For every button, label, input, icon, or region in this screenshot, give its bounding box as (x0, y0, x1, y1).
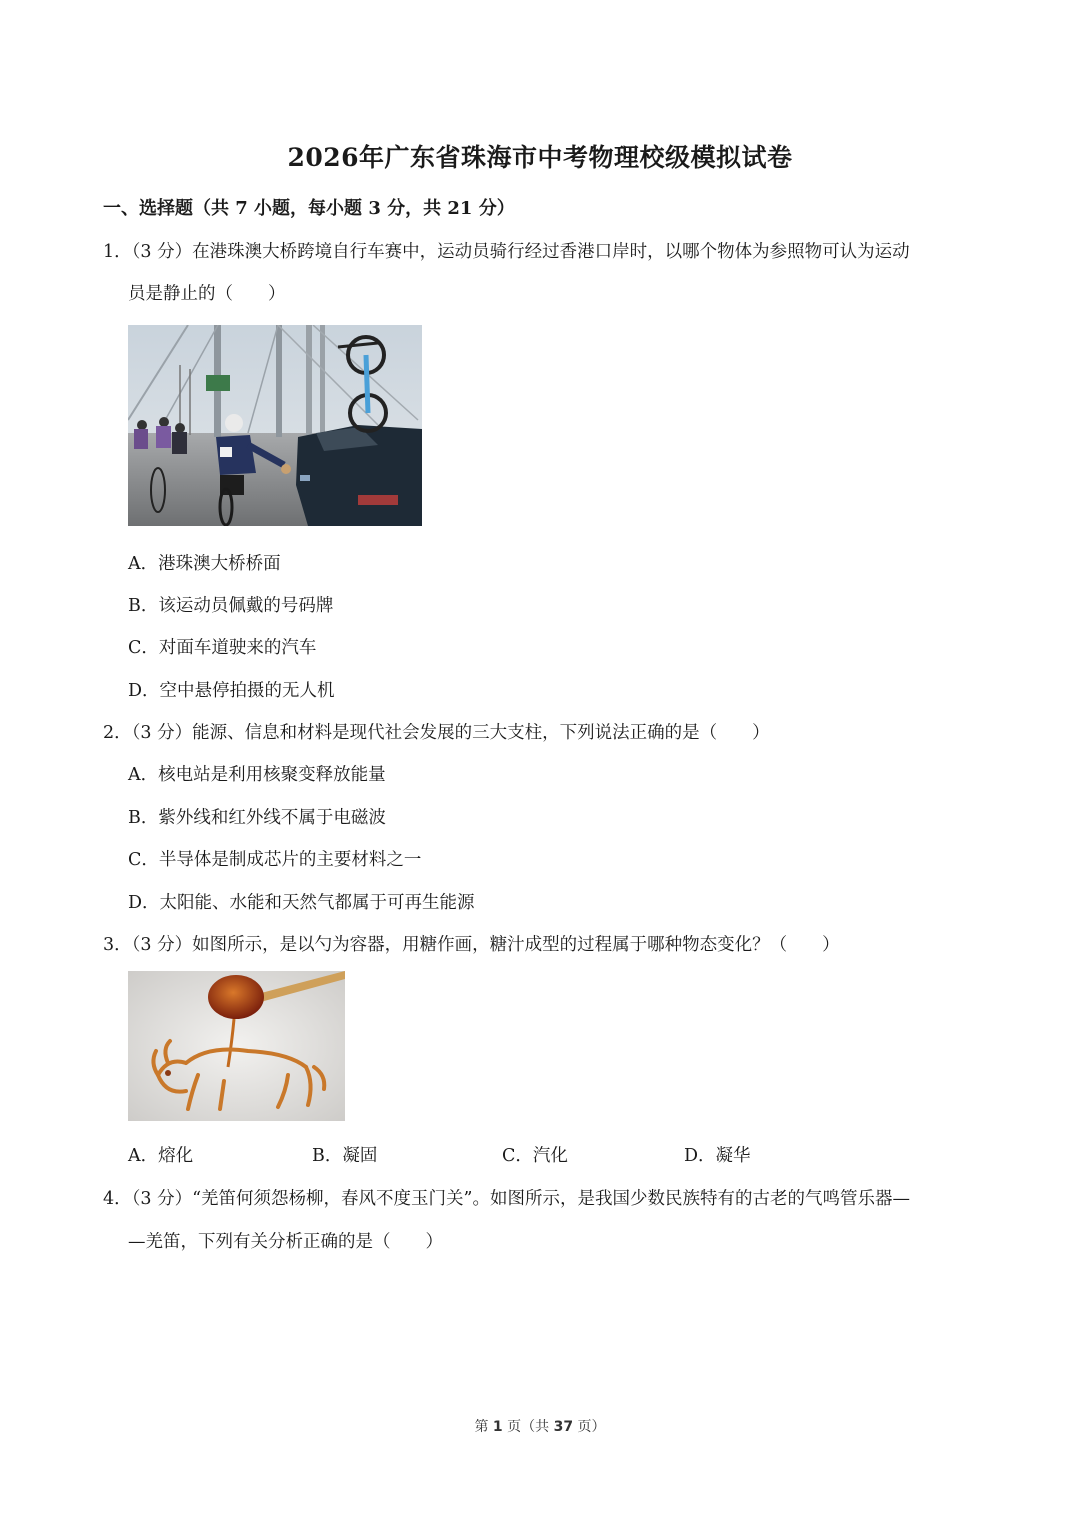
footer-total-pages: 37 (553, 1419, 574, 1435)
section-heading: 一、选择题（共 7 小题，每小题 3 分，共 21 分） (103, 198, 515, 219)
question-2-option-d: D．太阳能、水能和天然气都属于可再生能源 (128, 893, 475, 913)
question-1-stem-continued: 员是静止的（ ） (128, 284, 286, 304)
footer-prefix: 第 (474, 1419, 493, 1435)
question-3-option-c: C．汽化 (502, 1146, 568, 1166)
question-3-stem: 3．（3 分）如图所示，是以勺为容器，用糖作画，糖汁成型的过程属于哪种物态变化？（ ） (103, 935, 840, 955)
page-title: 2026年广东省珠海市中考物理校级模拟试卷 (287, 143, 793, 172)
question-4-stem: 4．（3 分）“羌笛何须怨杨柳，春风不度玉门关”。如图所示，是我国少数民族特有的古老的气鸣管乐器— (103, 1189, 910, 1209)
question-2-option-b: B．紫外线和红外线不属于电磁波 (128, 808, 386, 828)
question-2-option-a: A．核电站是利用核聚变释放能量 (128, 765, 386, 785)
question-2-stem: 2．（3 分）能源、信息和材料是现代社会发展的三大支柱，下列说法正确的是（ ） (103, 723, 770, 743)
sugar-painting-photo (128, 971, 345, 1121)
question-2-option-c: C．半导体是制成芯片的主要材料之一 (128, 850, 422, 870)
question-1-option-a: A．港珠澳大桥桥面 (128, 554, 281, 574)
cyclist-race-photo (128, 325, 422, 526)
question-3-option-b: B．凝固 (312, 1146, 378, 1166)
question-3-option-a: A．熔化 (128, 1146, 194, 1166)
question-1-stem: 1．（3 分）在港珠澳大桥跨境自行车赛中，运动员骑行经过香港口岸时，以哪个物体为参照物可认为运动 (103, 242, 910, 262)
question-1-option-d: D．空中悬停拍摄的无人机 (128, 681, 335, 701)
page-footer (0, 1416, 1080, 1436)
question-1-option-c: C．对面车道驶来的汽车 (128, 638, 317, 658)
question-3-option-d: D．凝华 (684, 1146, 751, 1166)
footer-page-number: 1 (492, 1419, 503, 1435)
footer-suffix: 页） (573, 1419, 606, 1435)
question-4-stem-continued: —羌笛，下列有关分析正确的是（ ） (128, 1232, 443, 1252)
question-3-options (128, 1142, 888, 1168)
footer-middle: 页（共 (502, 1419, 554, 1435)
question-1-option-b: B．该运动员佩戴的号码牌 (128, 596, 334, 616)
